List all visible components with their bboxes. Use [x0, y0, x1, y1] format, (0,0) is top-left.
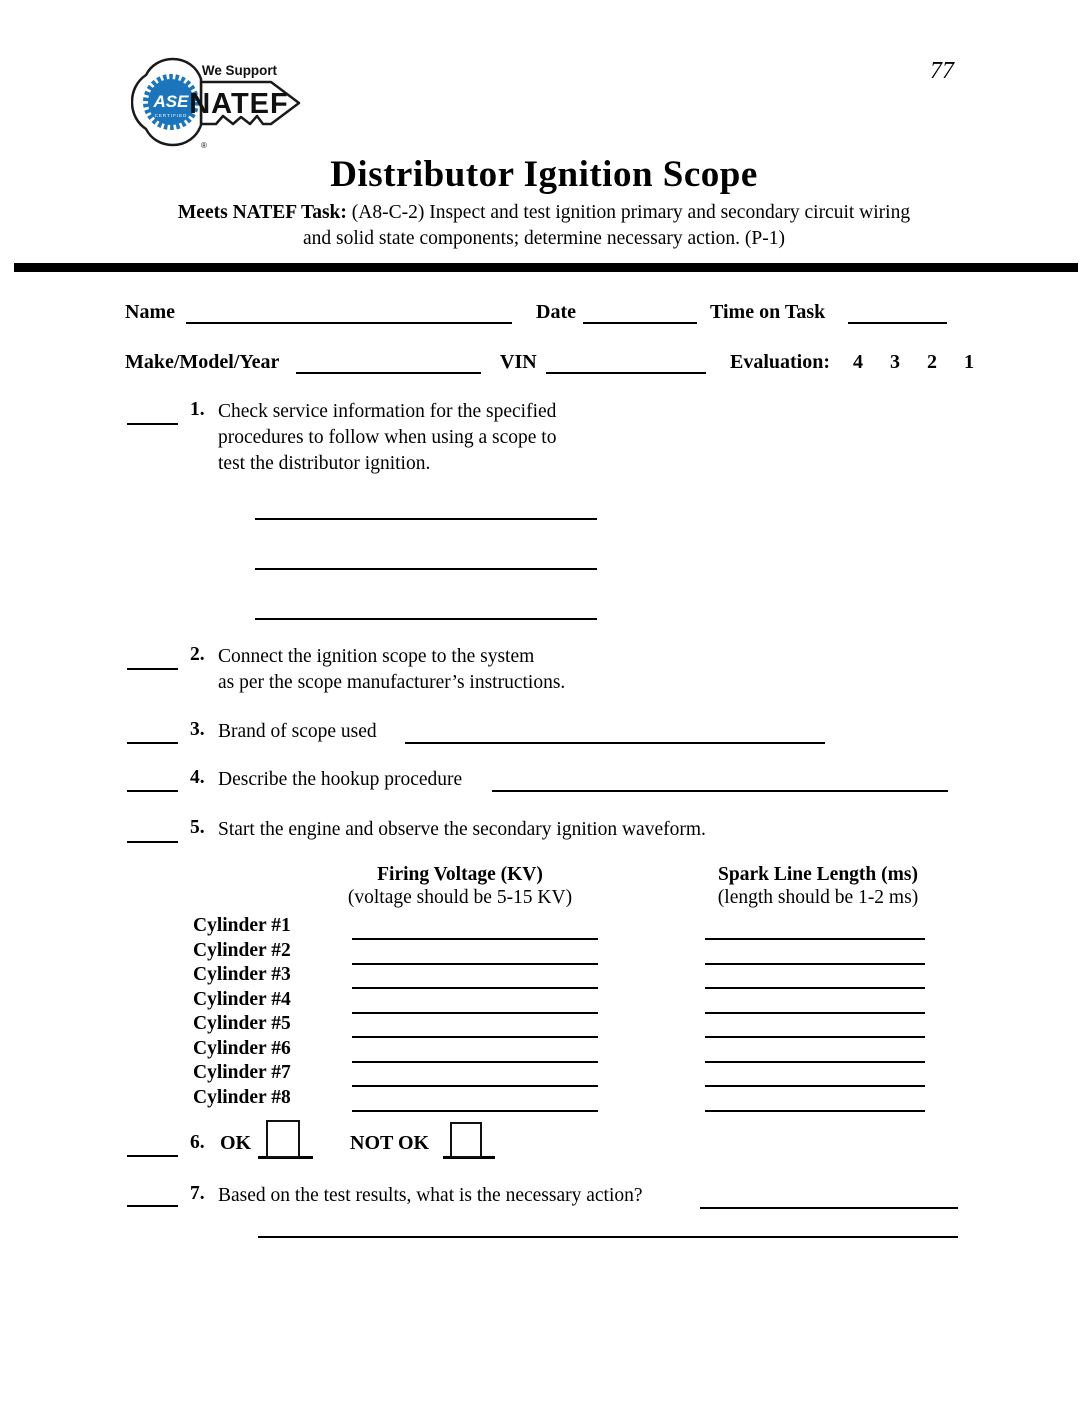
task7-check-blank[interactable] — [127, 1205, 178, 1207]
task2-line2: as per the scope manufacturer’s instructions. — [218, 672, 566, 693]
name-field[interactable] — [186, 322, 512, 324]
cylinder-7-label: Cylinder #7 — [193, 1062, 291, 1083]
task5-check-blank[interactable] — [127, 841, 178, 843]
task2-check-blank[interactable] — [127, 668, 178, 670]
cylinder-8-ms-field[interactable] — [705, 1110, 925, 1112]
evaluation-score-3[interactable]: 3 — [890, 351, 901, 373]
cylinder-3-ms-field[interactable] — [705, 987, 925, 989]
time-on-task-label: Time on Task — [710, 301, 826, 323]
cylinder-7-kv-field[interactable] — [352, 1085, 598, 1087]
ase-certified-text: CERTIFIED — [154, 113, 188, 118]
natef-task-label: Meets NATEF Task: — [177, 202, 347, 223]
we-support-text: We Support — [201, 62, 278, 79]
task5-label: Start the engine and observe the secondary ignition waveform. — [218, 819, 706, 840]
page-number: 77 — [930, 58, 954, 84]
date-field[interactable] — [583, 322, 697, 324]
task1-answer-line-3[interactable] — [255, 618, 597, 620]
cylinder-2-kv-field[interactable] — [352, 963, 598, 965]
page-title: Distributor Ignition Scope — [330, 154, 758, 195]
task3-brand-field[interactable] — [405, 742, 825, 744]
task1-line1: Check service information for the specified — [218, 401, 557, 422]
firing-voltage-header: Firing Voltage (KV) — [377, 864, 543, 885]
task4-label: Describe the hookup procedure — [218, 769, 463, 790]
evaluation-score-1[interactable]: 1 — [964, 351, 975, 373]
ase-logo-text: ASE — [153, 92, 189, 111]
spark-line-subheader: (length should be 1-2 ms) — [717, 887, 919, 908]
task7-answer-line-1[interactable] — [700, 1207, 958, 1209]
cylinder-2-label: Cylinder #2 — [193, 940, 291, 961]
cylinder-2-ms-field[interactable] — [705, 963, 925, 965]
make-model-year-label: Make/Model/Year — [125, 351, 280, 373]
task1-line2: procedures to follow when using a scope to — [218, 427, 557, 448]
cylinder-6-ms-field[interactable] — [705, 1061, 925, 1063]
evaluation-score-2[interactable]: 2 — [927, 351, 938, 373]
task4-check-blank[interactable] — [127, 790, 178, 792]
task6-number: 6. — [190, 1132, 205, 1153]
cylinder-1-label: Cylinder #1 — [193, 915, 291, 936]
cylinder-1-ms-field[interactable] — [705, 938, 925, 940]
task3-number: 3. — [190, 719, 205, 740]
cylinder-5-label: Cylinder #5 — [193, 1013, 291, 1034]
natef-task-rest: (A8-C-2) Inspect and test ignition primary and secondary circuit wiring — [346, 202, 911, 223]
natef-text: NATEF — [189, 88, 289, 120]
task7-answer-line-2[interactable] — [258, 1236, 958, 1238]
ok-checkbox[interactable] — [266, 1120, 300, 1158]
name-label: Name — [125, 301, 175, 323]
evaluation-label: Evaluation: — [730, 351, 831, 373]
time-on-task-field[interactable] — [848, 322, 947, 324]
not-ok-checkbox[interactable] — [450, 1122, 482, 1158]
natef-task-line2: and solid state components; determine necessary action. (P-1) — [303, 228, 785, 249]
vin-field[interactable] — [546, 372, 706, 374]
task1-answer-line-2[interactable] — [255, 568, 597, 570]
cylinder-1-kv-field[interactable] — [352, 938, 598, 940]
evaluation-score-4[interactable]: 4 — [853, 351, 864, 373]
evaluation-group — [730, 351, 974, 374]
cylinder-8-kv-field[interactable] — [352, 1110, 598, 1112]
cylinder-3-label: Cylinder #3 — [193, 964, 291, 985]
cylinder-7-ms-field[interactable] — [705, 1085, 925, 1087]
cylinder-5-ms-field[interactable] — [705, 1036, 925, 1038]
cylinder-6-label: Cylinder #6 — [193, 1038, 291, 1059]
task4-number: 4. — [190, 767, 205, 788]
cylinder-3-kv-field[interactable] — [352, 987, 598, 989]
task2-number: 2. — [190, 644, 205, 665]
natef-key-icon — [131, 55, 313, 151]
task1-number: 1. — [190, 399, 205, 420]
task7-number: 7. — [190, 1183, 205, 1204]
header-divider-bar — [14, 263, 1078, 272]
task1-check-blank[interactable] — [127, 423, 178, 425]
vin-label: VIN — [500, 351, 537, 373]
cylinder-6-kv-field[interactable] — [352, 1061, 598, 1063]
cylinder-4-ms-field[interactable] — [705, 1012, 925, 1014]
date-label: Date — [536, 301, 576, 323]
task4-hookup-field[interactable] — [492, 790, 948, 792]
spark-line-header: Spark Line Length (ms) — [718, 864, 918, 885]
task1-answer-line-1[interactable] — [255, 518, 597, 520]
natef-task-line1 — [0, 202, 1088, 224]
task1-line3: test the distributor ignition. — [218, 453, 431, 474]
task2-text — [218, 644, 565, 696]
cylinder-8-label: Cylinder #8 — [193, 1087, 291, 1108]
firing-voltage-subheader: (voltage should be 5-15 KV) — [347, 887, 573, 908]
task7-label: Based on the test results, what is the necessary action? — [218, 1185, 643, 1206]
cylinder-4-kv-field[interactable] — [352, 1012, 598, 1014]
registered-mark: ® — [201, 141, 207, 150]
make-model-year-field[interactable] — [296, 372, 481, 374]
task2-line1: Connect the ignition scope to the system — [218, 646, 535, 667]
not-ok-label: NOT OK — [350, 1132, 430, 1154]
task3-label: Brand of scope used — [218, 721, 377, 742]
task1-text — [218, 399, 556, 477]
task6-check-blank[interactable] — [127, 1155, 178, 1157]
task3-check-blank[interactable] — [127, 742, 178, 744]
ok-label: OK — [220, 1132, 252, 1154]
cylinder-5-kv-field[interactable] — [352, 1036, 598, 1038]
task5-number: 5. — [190, 817, 205, 838]
natef-logo — [131, 55, 313, 156]
cylinder-4-label: Cylinder #4 — [193, 989, 291, 1010]
